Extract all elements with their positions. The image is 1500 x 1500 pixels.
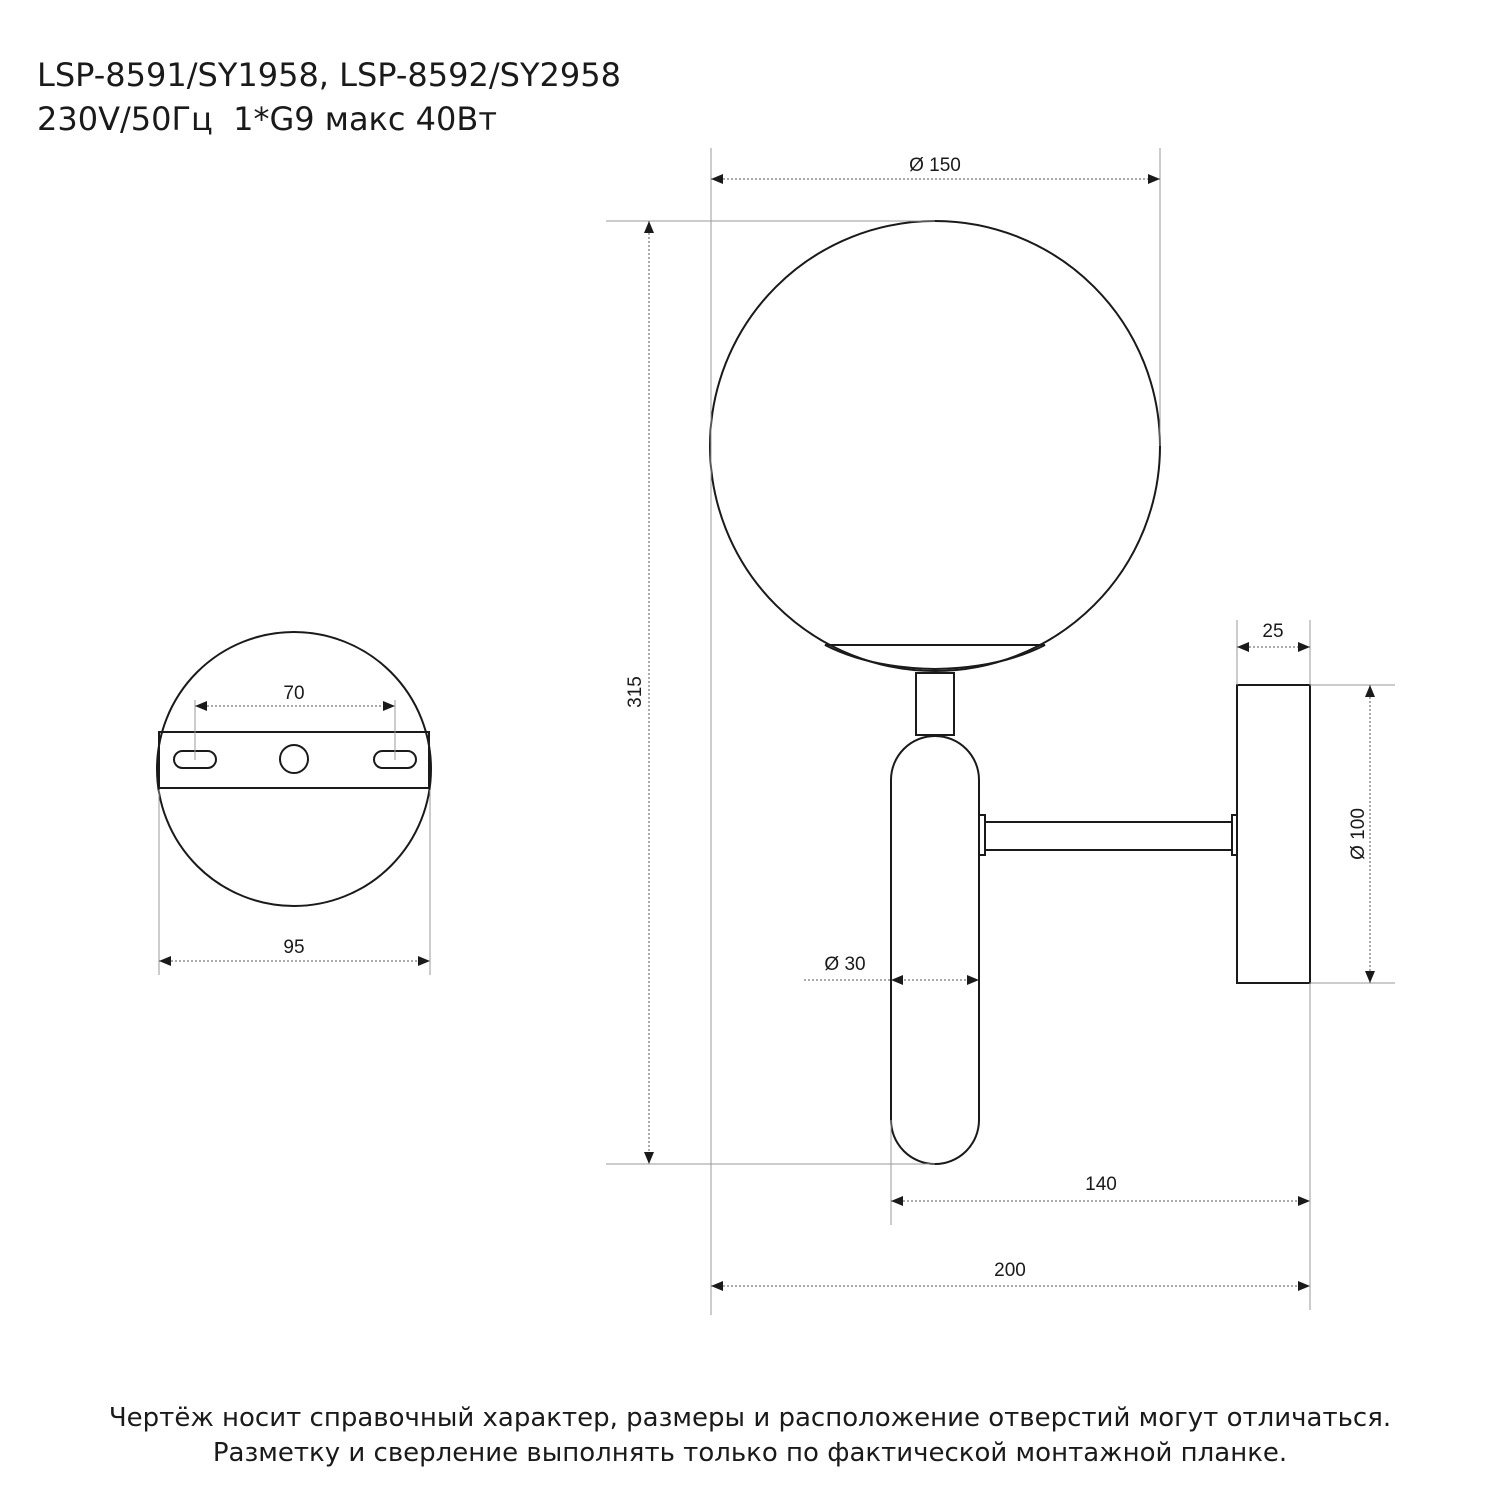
dim-label-depth: 200 xyxy=(994,1260,1026,1281)
dim-label-reach: 140 xyxy=(1085,1174,1117,1195)
dimension-canopy-diameter xyxy=(1310,685,1395,983)
sconce-side-view xyxy=(710,221,1310,1164)
dimension-canopy-depth xyxy=(1237,620,1310,685)
body-tube xyxy=(891,736,979,1164)
plate-center-hole xyxy=(280,745,308,773)
dimension-globe-diameter xyxy=(711,148,1160,1315)
dimension-total-depth xyxy=(711,1260,1310,1291)
base-back-view xyxy=(157,632,431,906)
glass-globe xyxy=(710,221,1160,671)
electrical-specs: 230V/50Гц 1*G9 макс 40Вт xyxy=(37,100,497,138)
dim-label-canopy-diameter: Ø 100 xyxy=(1348,808,1369,860)
dim-label-globe: Ø 150 xyxy=(909,155,961,176)
dim-label-stem: Ø 30 xyxy=(824,954,866,975)
mounting-plate xyxy=(159,732,429,788)
disclaimer-line-2: Разметку и сверление выполнять только по фактической монтажной планке. xyxy=(212,1438,1288,1468)
dimension-hole-spacing xyxy=(195,683,395,760)
wall-arm xyxy=(985,822,1232,850)
dimension-total-height xyxy=(606,221,935,1164)
globe-neck xyxy=(916,673,954,735)
dimension-base-diameter xyxy=(159,790,430,975)
dimension-reach xyxy=(891,983,1310,1310)
dim-label-70: 70 xyxy=(283,683,305,704)
disclaimer-line-1: Чертёж носит справочный характер, размеры и расположение отверстий могут отличаться. xyxy=(108,1403,1392,1433)
dim-label-canopy-depth: 25 xyxy=(1262,621,1284,642)
dim-label-95: 95 xyxy=(283,937,305,958)
dim-label-height: 315 xyxy=(625,676,646,708)
wall-canopy xyxy=(1237,685,1310,983)
model-numbers: LSP-8591/SY1958, LSP-8592/SY2958 xyxy=(37,56,621,94)
